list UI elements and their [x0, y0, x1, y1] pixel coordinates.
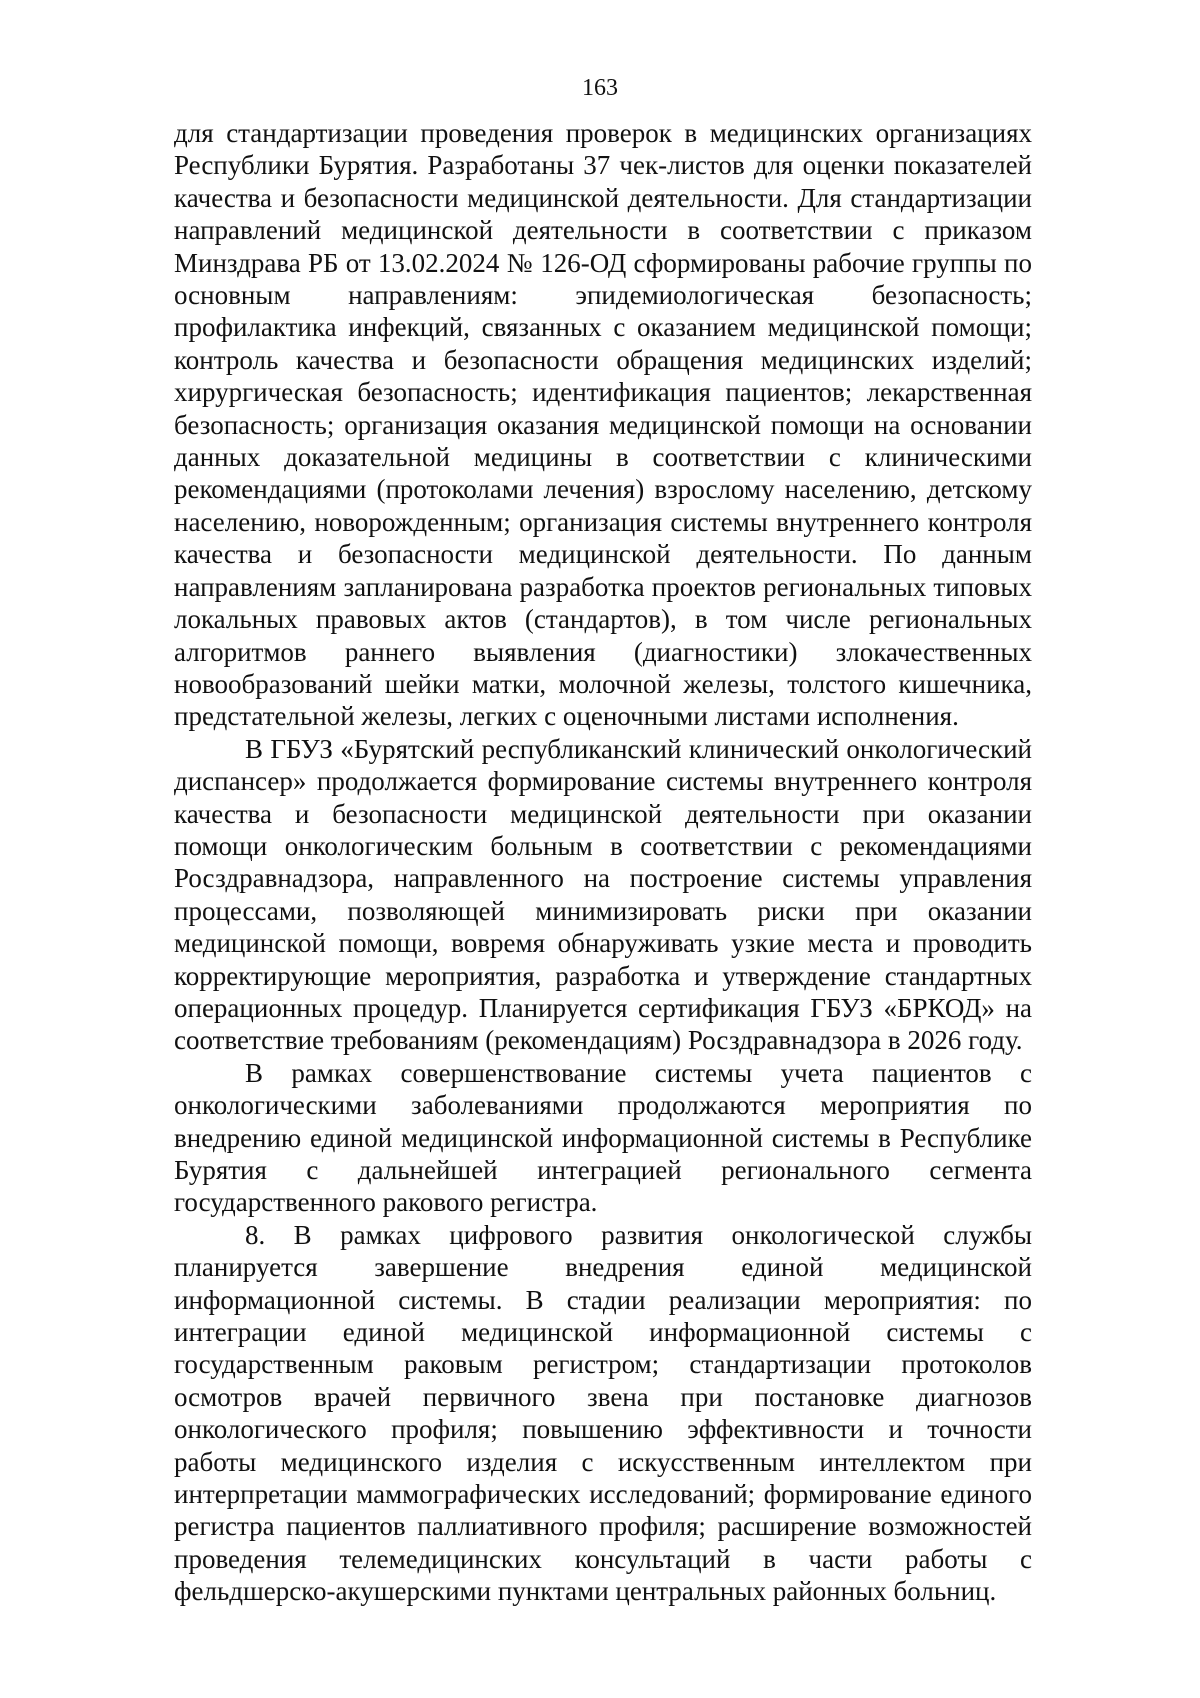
paragraph-patient-registry: В рамках совершенствование системы учета пациентов с онкологическими заболеваниями продолжаются мероприятия по внедрению единой медицинской информационной системы в Республике Бурятия с дальнейшей интеграцией регионального сегмента государственного ракового регистра.	[174, 1057, 1032, 1218]
paragraph-continuation: для стандартизации проведения проверок в медицинских организациях Республики Бурятия. Разработаны 37 чек-листов для оценки показателей качества и безопасности медицинской деятельности. Для стандартизации направлений медицинской деятельности в соответствии с приказом Минздрава РБ от 13.02.2024 № 126-ОД сформированы рабочие группы по основным направлениям: эпидемиологическая безопасность; профилактика инфекций, связанных с оказанием медицинской помощи; контроль качества и безопасности обращения медицинских изделий; хирургическая безопасность; идентификация пациентов; лекарственная безопасность; организация оказания медицинской помощи на основании данных доказательной медицины в соответствии с клиническими рекомендациями (протоколами лечения) взрослому населению, детскому населению, новорожденным; организация системы внутреннего контроля качества и безопасности медицинской деятельности. По данным направлениям запланирована разработка проектов региональных типовых локальных правовых актов (стандартов), в том числе региональных алгоритмов раннего выявления (диагностики) злокачественных новообразований шейки матки, молочной железы, толстого кишечника, предстательной железы, легких с оценочными листами исполнения.	[174, 118, 1032, 732]
page-number: 163	[582, 75, 618, 101]
paragraph-digital-development: 8. В рамках цифрового развития онкологической службы планируется завершение внедрения единой медицинской информационной системы. В стадии реализации мероприятия: по интеграции единой медицинской информационной системы с государственным раковым регистром; стандартизации протоколов осмотров врачей первичного звена при постановке диагнозов онкологического профиля; повышению эффективности и точности работы медицинского изделия с искусственным интеллектом при интерпретации маммографических исследований; формирование единого регистра пациентов паллиативного профиля; расширение возможностей проведения телемедицинских консультаций в части работы с фельдшерско-акушерскими пунктами центральных районных больниц.	[174, 1219, 1032, 1607]
document-body	[174, 117, 1032, 1608]
paragraph-oncology-dispensary: В ГБУЗ «Бурятский республиканский клинический онкологический диспансер» продолжается формирование системы внутреннего контроля качества и безопасности медицинской деятельности при оказании помощи онкологическим больным в соответствии с рекомендациями Росздравнадзора, направленного на построение системы управления процессами, позволяющей минимизировать риски при оказании медицинской помощи, вовремя обнаруживать узкие места и проводить корректирующие мероприятия, разработка и утверждение стандартных операционных процедур. Планируется сертификация ГБУЗ «БРКОД» на соответствие требованиям (рекомендациям) Росздравнадзора в 2026 году.	[174, 733, 1032, 1056]
